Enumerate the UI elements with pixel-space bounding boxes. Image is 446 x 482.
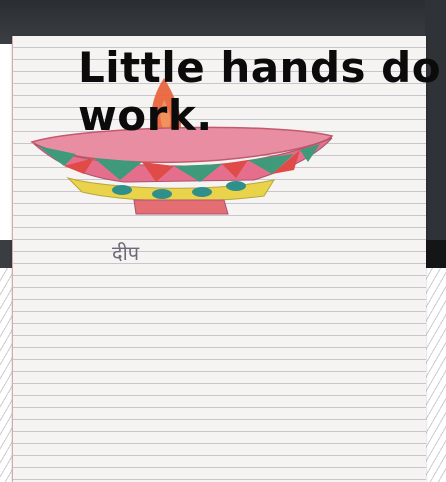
handwritten-word (108, 236, 198, 270)
diya-dot (192, 187, 212, 197)
diya-base (134, 200, 228, 214)
page-margin-line (12, 36, 13, 482)
diya-dot (152, 189, 172, 199)
diya-dot (112, 185, 132, 195)
hatched-surface-right (425, 268, 446, 482)
caption-text (78, 44, 441, 140)
handwritten-word-text: दीप (112, 241, 140, 265)
diya-dot (226, 181, 246, 191)
caption-line-1: Little hands do (78, 43, 442, 92)
caption-line-2: work. (78, 91, 213, 140)
